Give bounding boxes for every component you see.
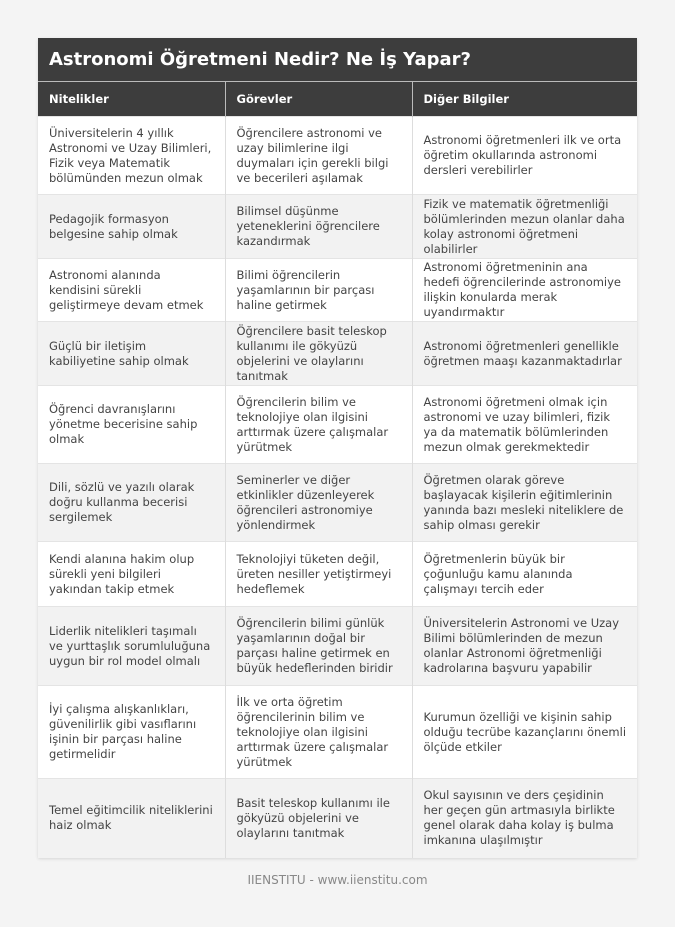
table-cell: Fizik ve matematik öğretmenliği bölümlerinden mezun olanlar daha kolay astronomi öğretmeni olabilirler (412, 195, 637, 259)
info-table (38, 82, 637, 858)
table-cell: Temel eğitimcilik niteliklerini haiz olmak (38, 779, 225, 858)
table-cell: Dili, sözlü ve yazılı olarak doğru kullanma becerisi sergilemek (38, 464, 225, 542)
table-cell: Astronomi öğretmenleri ilk ve orta öğretim okullarında astronomi dersleri verebilirler (412, 117, 637, 195)
table-cell: Kurumun özelliği ve kişinin sahip olduğu tecrübe kazançlarını önemli ölçüde etkiler (412, 686, 637, 779)
table-cell: Okul sayısının ve ders çeşidinin her geçen gün artmasıyla birlikte genel olarak daha kolay iş bulma imkanına ulaşılmıştır (412, 779, 637, 858)
table-cell: Basit teleskop kullanımı ile gökyüzü objelerini ve olaylarını tanıtmak (225, 779, 412, 858)
table-cell: Teknolojiyi tüketen değil, üreten nesiller yetiştirmeyi hedeflemek (225, 542, 412, 607)
table-cell: Öğretmenlerin büyük bir çoğunluğu kamu alanında çalışmayı tercih eder (412, 542, 637, 607)
table-row (38, 607, 637, 686)
table-row (38, 542, 637, 607)
table-cell: Astronomi öğretmeni olmak için astronomi ve uzay bilimleri, fizik ya da matematik bölümlerinden mezun olmak gerekmektedir (412, 386, 637, 464)
table-cell: Üniversitelerin 4 yıllık Astronomi ve Uzay Bilimleri, Fizik veya Matematik bölümünden mezun olmak (38, 117, 225, 195)
table-row (38, 464, 637, 542)
table-row (38, 779, 637, 858)
info-table-card (38, 38, 637, 858)
table-cell: Öğrencilerin bilimi günlük yaşamlarının doğal bir parçası haline getirmek en büyük hedeflerinden biridir (225, 607, 412, 686)
table-cell: Üniversitelerin Astronomi ve Uzay Bilimi bölümlerinden de mezun olanlar Astronomi öğretmenliği kadrolarına başvuru yapabilir (412, 607, 637, 686)
table-cell: Güçlü bir iletişim kabiliyetine sahip olmak (38, 322, 225, 386)
table-row (38, 686, 637, 779)
table-cell: Liderlik nitelikleri taşımalı ve yurttaşlık sorumluluğuna uygun bir rol model olmalı (38, 607, 225, 686)
table-cell: Seminerler ve diğer etkinlikler düzenleyerek öğrencileri astronomiye yönlendirmek (225, 464, 412, 542)
table-cell: İlk ve orta öğretim öğrencilerinin bilim ve teknolojiye olan ilgisini arttırmak üzere çalışmalar yürütmek (225, 686, 412, 779)
table-cell: Bilimi öğrencilerin yaşamlarının bir parçası haline getirmek (225, 259, 412, 322)
table-cell: Bilimsel düşünme yeteneklerini öğrencilere kazandırmak (225, 195, 412, 259)
table-row (38, 322, 637, 386)
column-header: Nitelikler (38, 82, 225, 117)
table-row (38, 386, 637, 464)
table-cell: Öğrencilere astronomi ve uzay bilimlerine ilgi duymaları için gerekli bilgi ve becerileri aşılamak (225, 117, 412, 195)
table-cell: İyi çalışma alışkanlıkları, güvenilirlik gibi vasıflarını işinin bir parçası haline getirmelidir (38, 686, 225, 779)
table-cell: Kendi alanına hakim olup sürekli yeni bilgileri yakından takip etmek (38, 542, 225, 607)
table-cell: Öğrenci davranışlarını yönetme becerisine sahip olmak (38, 386, 225, 464)
table-cell: Astronomi öğretmeninin ana hedefi öğrencilerinde astronomiye ilişkin konularda merak uyandırmaktır (412, 259, 637, 322)
table-cell: Pedagojik formasyon belgesine sahip olmak (38, 195, 225, 259)
table-row (38, 259, 637, 322)
column-header: Diğer Bilgiler (412, 82, 637, 117)
table-cell: Öğrencilere basit teleskop kullanımı ile gökyüzü objelerini ve olaylarını tanıtmak (225, 322, 412, 386)
table-cell: Astronomi öğretmenleri genellikle öğretmen maaşı kazanmaktadırlar (412, 322, 637, 386)
table-cell: Öğretmen olarak göreve başlayacak kişilerin eğitimlerinin yanında bazı mesleki niteliklere de sahip olması gerekir (412, 464, 637, 542)
footer-credit: IIENSTITU - www.iienstitu.com (247, 873, 428, 887)
table-cell: Astronomi alanında kendisini sürekli geliştirmeye devam etmek (38, 259, 225, 322)
header-row (38, 82, 637, 117)
table-row (38, 195, 637, 259)
table-title: Astronomi Öğretmeni Nedir? Ne İş Yapar? (38, 38, 637, 82)
table-row (38, 117, 637, 195)
table-cell: Öğrencilerin bilim ve teknolojiye olan ilgisini arttırmak üzere çalışmalar yürütmek (225, 386, 412, 464)
column-header: Görevler (225, 82, 412, 117)
